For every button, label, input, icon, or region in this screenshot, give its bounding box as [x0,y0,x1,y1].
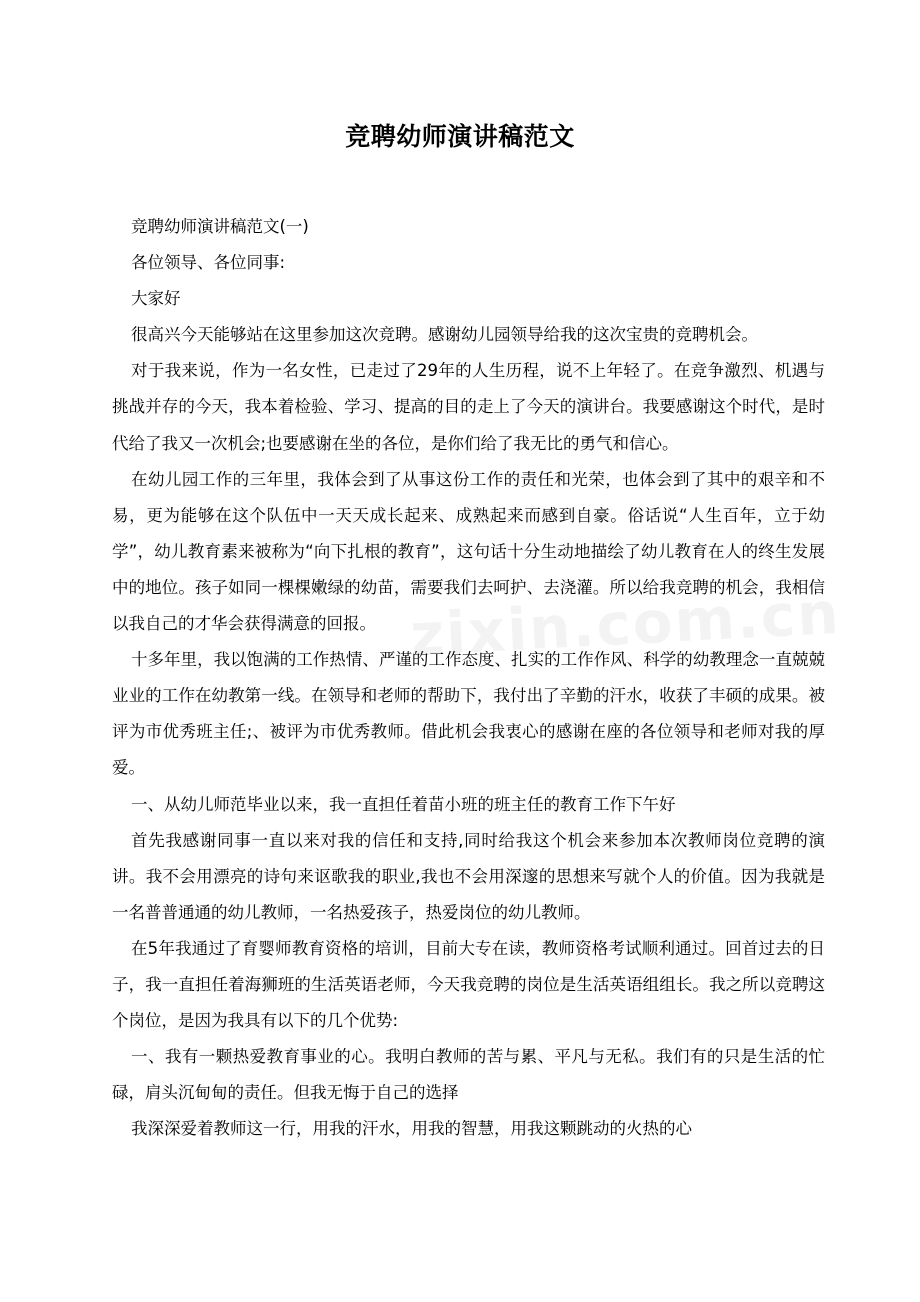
paragraph-greeting: 大家好 [131,289,181,309]
paragraph: 在5年我通过了育婴师教育资格的培训，目前大专在读，教师资格考试顺利通过。回首过去的日子，我一直担任着海狮班的生活英语老师，今天我竞聘的岗位是生活英语组组长。我之所以竞聘这个岗位，是因为我具有以下的几个优势: [112,938,825,1031]
document-body [112,209,825,1147]
paragraph: 一、我有一颗热爱教育事业的心。我明白教师的苦与累、平凡与无私。我们有的只是生活的忙碌，肩头沉甸甸的责任。但我无悔于自己的选择 [112,1047,825,1103]
document-title: 竞聘幼师演讲稿范文 [345,122,575,151]
paragraph: 我深深爱着教师这一行，用我的汗水，用我的智慧，用我这颗跳动的火热的心 [131,1119,692,1139]
paragraph-subtitle: 竞聘幼师演讲稿范文(一) [131,217,309,236]
paragraph: 一、从幼儿师范毕业以来，我一直担任着苗小班的班主任的教育工作下午好 [131,794,676,814]
paragraph: 在幼儿园工作的三年里，我体会到了从事这份工作的责任和光荣，也体会到了其中的艰辛和不易，更为能够在这个队伍中一天天成长起来、成熟起来而感到自豪。俗话说“人生百年，立于幼学”，幼儿教育素来被称为“向下扎根的教育”，这句话十分生动地描绘了幼儿教育在人的终生发展中的地位。孩子如同一棵棵嫩绿的幼苗，需要我们去呵护、去浇灌。所以给我竞聘的机会，我相信以我自己的才华会获得满意的回报。 [112,469,825,634]
paragraph: 对于我来说，作为一名女性，已走过了29年的人生历程，说不上年轻了。在竞争激烈、机遇与挑战并存的今天，我本着检验、学习、提高的目的走上了今天的演讲台。我要感谢这个时代，是时代给了我又一次机会;也要感谢在坐的各位，是你们给了我无比的勇气和信心。 [112,361,825,453]
paragraph: 十多年里，我以饱满的工作热情、严谨的工作态度、扎实的工作作风、科学的幼教理念一直兢兢业业的工作在幼教第一线。在领导和老师的帮助下，我付出了辛勤的汗水，收获了丰硕的成果。被评为市优秀班主任;、被评为市优秀教师。借此机会我衷心的感谢在座的各位领导和老师对我的厚爱。 [112,650,825,778]
paragraph-salutation: 各位领导、各位同事: [131,253,286,273]
paragraph: 很高兴今天能够站在这里参加这次竞聘。感谢幼儿园领导给我的这次宝贵的竞聘机会。 [131,325,758,345]
paragraph: 首先我感谢同事一直以来对我的信任和支持,同时给我这个机会来参加本次教师岗位竞聘的演讲。我不会用漂亮的诗句来讴歌我的职业,我也不会用深邃的思想来写就个人的价值。因为我就是一名普普通通的幼儿教师，一名热爱孩子，热爱岗位的幼儿教师。 [112,830,825,922]
